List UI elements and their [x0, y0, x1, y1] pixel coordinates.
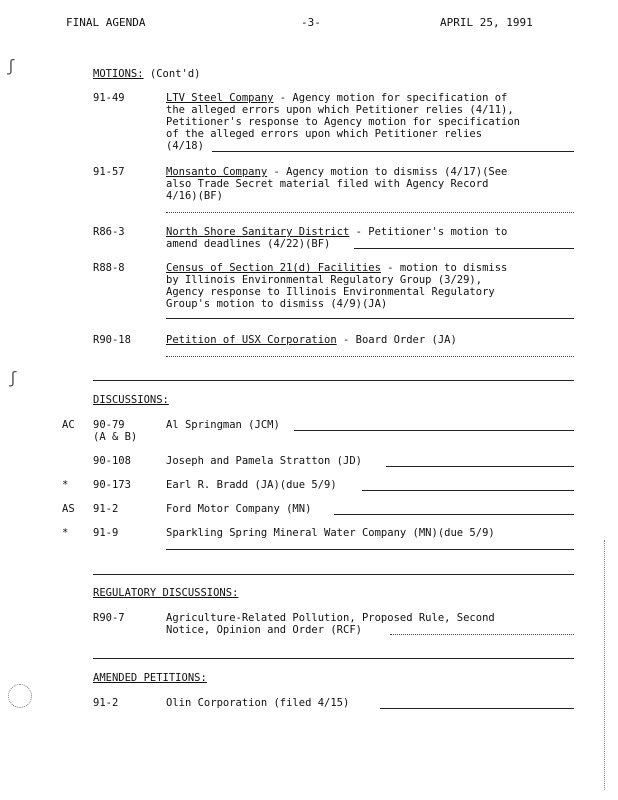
discussion-number: 90-108: [93, 455, 131, 467]
page-number: -3-: [301, 16, 321, 29]
regulatory-entry: Agriculture-Related Pollution, Proposed Rule, Second Notice, Opinion and Order (RCF): [166, 612, 495, 636]
discussions-heading: DISCUSSIONS:: [93, 394, 169, 406]
motion-party: LTV Steel Company: [166, 92, 274, 104]
header-left: FINAL AGENDA: [66, 16, 146, 29]
regulatory-number: R90-7: [93, 612, 125, 624]
motion-number: R86-3: [93, 226, 125, 238]
discussion-number: 91-2: [93, 503, 119, 515]
amended-text: Olin Corporation (filed 4/15): [166, 697, 350, 709]
discussion-text: Earl R. Bradd (JA)(due 5/9): [166, 479, 337, 491]
motion-party: North Shore Sanitary District: [166, 226, 350, 238]
signoff-line: [166, 356, 574, 357]
signoff-line: [294, 430, 574, 431]
section-divider: [93, 658, 574, 659]
discussion-mark: AS: [62, 503, 75, 515]
signoff-line: [386, 466, 574, 467]
stamp-mark: [8, 684, 32, 708]
signoff-line: [212, 151, 574, 152]
signoff-line: [390, 634, 574, 635]
discussion-number: 90-79: [93, 419, 125, 431]
motion-party: Petition of USX Corporation: [166, 334, 337, 346]
motion-entry: LTV Steel Company - Agency motion for specification of the alleged errors upon which Petitioner relies (4/11), Petitioner's response to Agency motion for specification of the alleged errors upon which Petitioner relies (4/18): [166, 92, 521, 152]
motion-party: Census of Section 21(d) Facilities: [166, 262, 381, 274]
motion-entry: Census of Section 21(d) Facilities - motion to dismiss by Illinois Environmental Regulatory Group (3/29), Agency response to Illinois Environmental Regulatory Group's motion to dismiss (4/9)(JA): [166, 262, 508, 310]
section-divider: [93, 574, 574, 575]
discussion-sub: (A & B): [93, 431, 138, 443]
motions-heading: [93, 68, 200, 80]
signoff-line: [166, 318, 574, 319]
motion-entry: North Shore Sanitary District - Petitioner's motion to amend deadlines (4/22)(BF): [166, 226, 508, 250]
margin-mark: ʃ: [6, 56, 16, 75]
motion-entry: Petition of USX Corporation - Board Order (JA): [166, 334, 457, 346]
discussion-text: Ford Motor Company (MN): [166, 503, 312, 515]
margin-mark: ʃ: [8, 368, 18, 387]
signoff-line: [354, 248, 574, 249]
discussion-number: 91-9: [93, 527, 119, 539]
discussion-mark: AC: [62, 419, 75, 431]
signoff-line: [380, 708, 574, 709]
motion-party: Monsanto Company: [166, 166, 268, 178]
regulatory-heading: REGULATORY DISCUSSIONS:: [93, 587, 239, 599]
amended-number: 91-2: [93, 697, 119, 709]
motion-number: 91-57: [93, 166, 125, 178]
signoff-line: [166, 549, 574, 550]
motions-heading-cont: (Cont'd): [149, 68, 201, 80]
section-divider: [93, 380, 574, 381]
motion-number: R90-18: [93, 334, 131, 346]
discussion-text: Sparkling Spring Mineral Water Company (MN)(due 5/9): [166, 527, 495, 539]
discussion-text: Joseph and Pamela Stratton (JD): [166, 455, 362, 467]
motion-number: R88-8: [93, 262, 125, 274]
header-date: APRIL 25, 1991: [440, 16, 533, 29]
signoff-line: [334, 514, 574, 515]
motion-entry: Monsanto Company - Agency motion to dismiss (4/17)(See also Trade Secret material filed with Agency Record 4/16)(BF): [166, 166, 508, 202]
discussion-number: 90-173: [93, 479, 131, 491]
signoff-line: [166, 212, 574, 213]
motion-number: 91-49: [93, 92, 125, 104]
margin-rule: [604, 540, 605, 790]
discussion-mark: *: [62, 479, 69, 491]
signoff-line: [362, 490, 574, 491]
discussion-text: Al Springman (JCM): [166, 419, 280, 431]
motions-heading-label: MOTIONS:: [93, 68, 144, 80]
amended-heading: AMENDED PETITIONS:: [93, 672, 207, 684]
discussion-mark: *: [62, 527, 69, 539]
